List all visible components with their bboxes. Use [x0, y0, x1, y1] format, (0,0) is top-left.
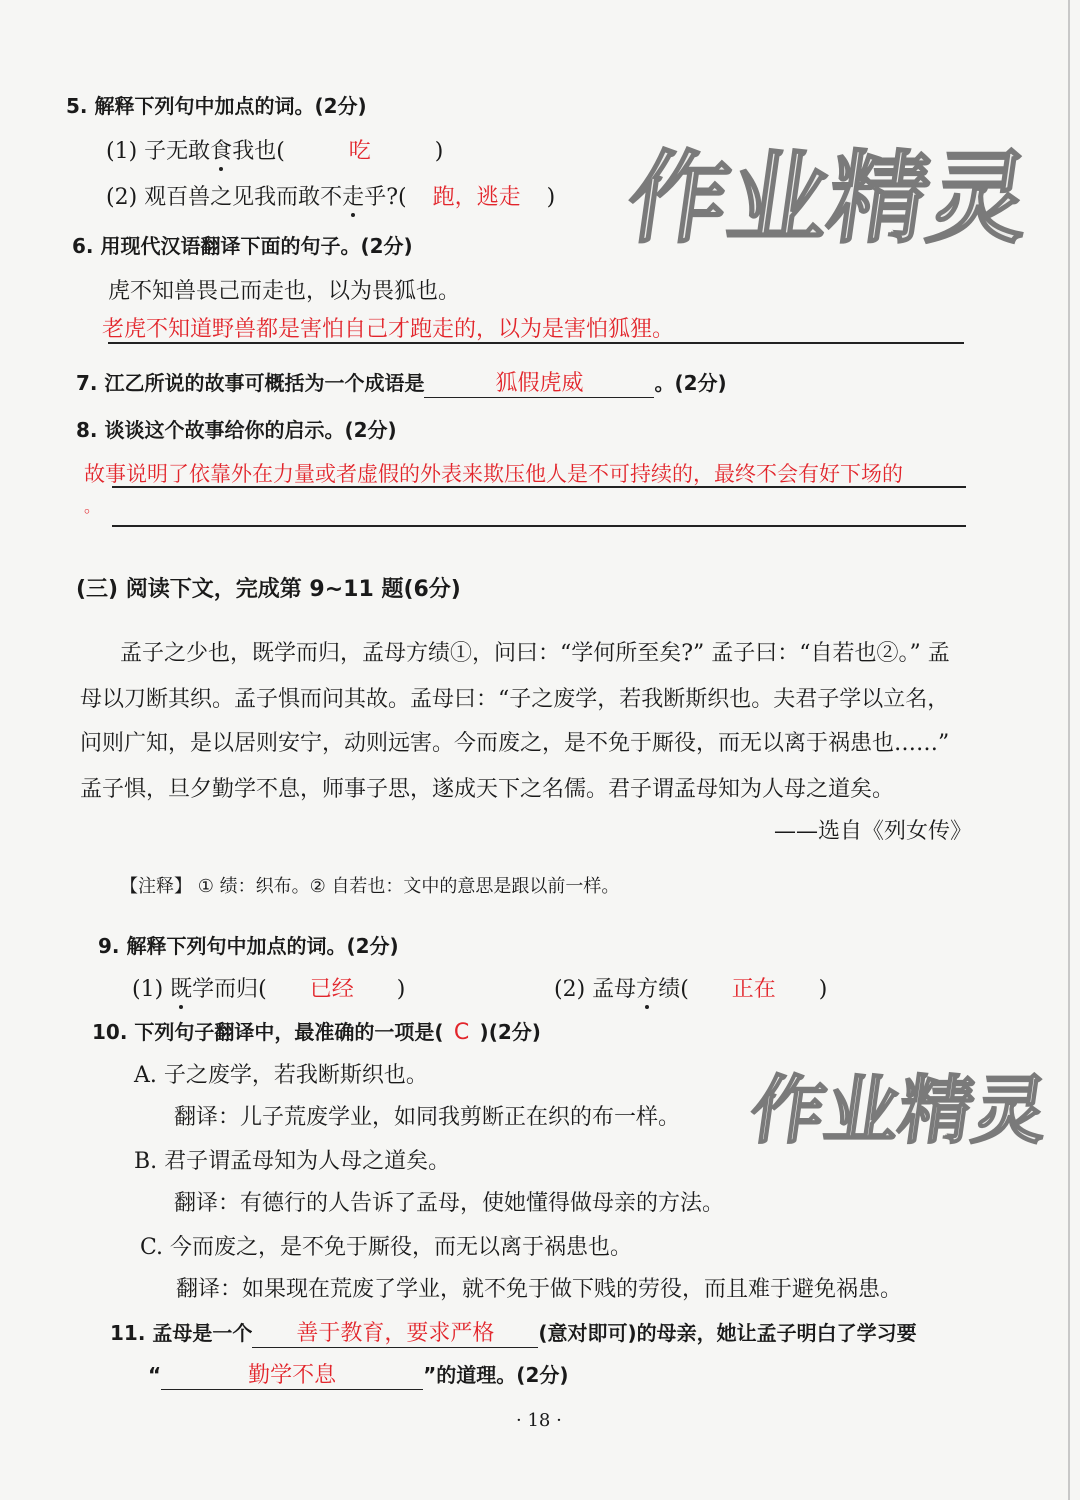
q7-title: 7. 江乙所说的故事可概括为一个成语是	[76, 371, 425, 395]
q9-answer1: 已经	[309, 977, 354, 1002]
q11-line2	[148, 1358, 569, 1390]
passage-line: 母以刀断其织。孟子惧而问其故。孟母曰：“子之废学，若我断斯织也。夫君子学以立名，	[80, 687, 950, 712]
q11-line1	[110, 1316, 917, 1348]
q11-prefix: 11. 孟母是一个	[110, 1321, 253, 1345]
q11-open-quote: “	[148, 1363, 162, 1387]
q6-answer: 老虎不知道野兽都是害怕自己才跑走的，以为是害怕狐狸。	[102, 317, 675, 342]
q10-option-a-translation: 翻译：儿子荒废学业，如同我剪断正在织的布一样。	[174, 1105, 681, 1130]
passage-line: 孟子惧，旦夕勤学不息，师事子思，遂成天下之名儒。君子谓孟母知为人母之道矣。	[80, 777, 895, 802]
q10-option-a: A. 子之废学，若我断斯织也。	[134, 1063, 428, 1088]
q5-answer1: 吃	[348, 139, 371, 164]
page-edge	[1068, 0, 1070, 1500]
q7-line	[76, 366, 727, 398]
q11-answer1: 善于教育，要求严格	[252, 1316, 538, 1348]
passage-note: 【注释】 ① 绩：织布。② 自若也：文中的意思是跟以前一样。	[120, 876, 620, 897]
q10-option-c: C. 今而废之，是不免于厮役，而无以离于祸患也。	[140, 1235, 633, 1260]
q8-answer-end: 。	[84, 497, 101, 516]
section3-title: (三) 阅读下文，完成第 9~11 题(6分)	[76, 577, 461, 602]
q11-middle: (意对即可)的母亲，她让孟子明白了学习要	[538, 1321, 917, 1345]
q9-title: 9. 解释下列句中加点的词。(2分)	[98, 934, 399, 958]
q7-suffix: 。(2分)	[654, 371, 727, 395]
q8-title: 8. 谈谈这个故事给你的启示。(2分)	[76, 418, 397, 442]
passage-line: 问则广知，是以居则安宁，动则远害。今而废之，是不免于厮役，而无以离于祸患也……”	[80, 731, 950, 756]
q10-answer: C	[453, 1020, 470, 1045]
q5-item2: (2) 观百兽之见我而敢不走乎?( 跑，逃走 )	[106, 180, 555, 211]
answer-line	[108, 342, 964, 344]
q9-answer2: 正在	[731, 977, 776, 1002]
q7-answer: 狐假虎威	[424, 366, 654, 398]
watermark: 作业精灵	[620, 140, 1038, 257]
q6-title: 6. 用现代汉语翻译下面的句子。(2分)	[72, 234, 413, 258]
q8-answer: 故事说明了依靠外在力量或者虚假的外表来欺压他人是不可持续的，最终不会有好下场的	[84, 462, 903, 486]
q5-title: 5. 解释下列句中加点的词。(2分)	[66, 94, 367, 118]
q10-option-c-translation: 翻译：如果现在荒废了学业，就不免于做下贱的劳役，而且难于避免祸患。	[176, 1277, 903, 1302]
q5-item1: (1) 子无敢食我也( 吃 )	[106, 134, 443, 165]
q10-title: 10. 下列句子翻译中，最准确的一项是( C )(2分)	[92, 1020, 541, 1045]
q11-suffix: ”的道理。(2分)	[423, 1363, 569, 1387]
answer-line	[112, 525, 966, 527]
q9-item1: (1) 既学而归( 已经 )	[132, 972, 405, 1003]
passage-source: ——选自《列女传》	[774, 819, 973, 844]
q10-option-b: B. 君子谓孟母知为人母之道矣。	[134, 1149, 451, 1174]
q9-item2: (2) 孟母方绩( 正在 )	[554, 972, 827, 1003]
q5-answer2: 跑，逃走	[432, 185, 521, 210]
q6-sentence: 虎不知兽畏己而走也，以为畏狐也。	[108, 279, 461, 304]
page-number: · 18 ·	[516, 1410, 562, 1431]
answer-line	[112, 486, 966, 488]
watermark: 作业精灵	[745, 1068, 1054, 1154]
q11-answer2: 勤学不息	[161, 1358, 423, 1390]
passage-line: 孟子之少也，既学而归，孟母方绩①，问曰：“学何所至矣?” 孟子曰：“自若也②。” 孟	[120, 641, 950, 666]
q10-option-b-translation: 翻译：有德行的人告诉了孟母，使她懂得做母亲的方法。	[174, 1191, 725, 1216]
